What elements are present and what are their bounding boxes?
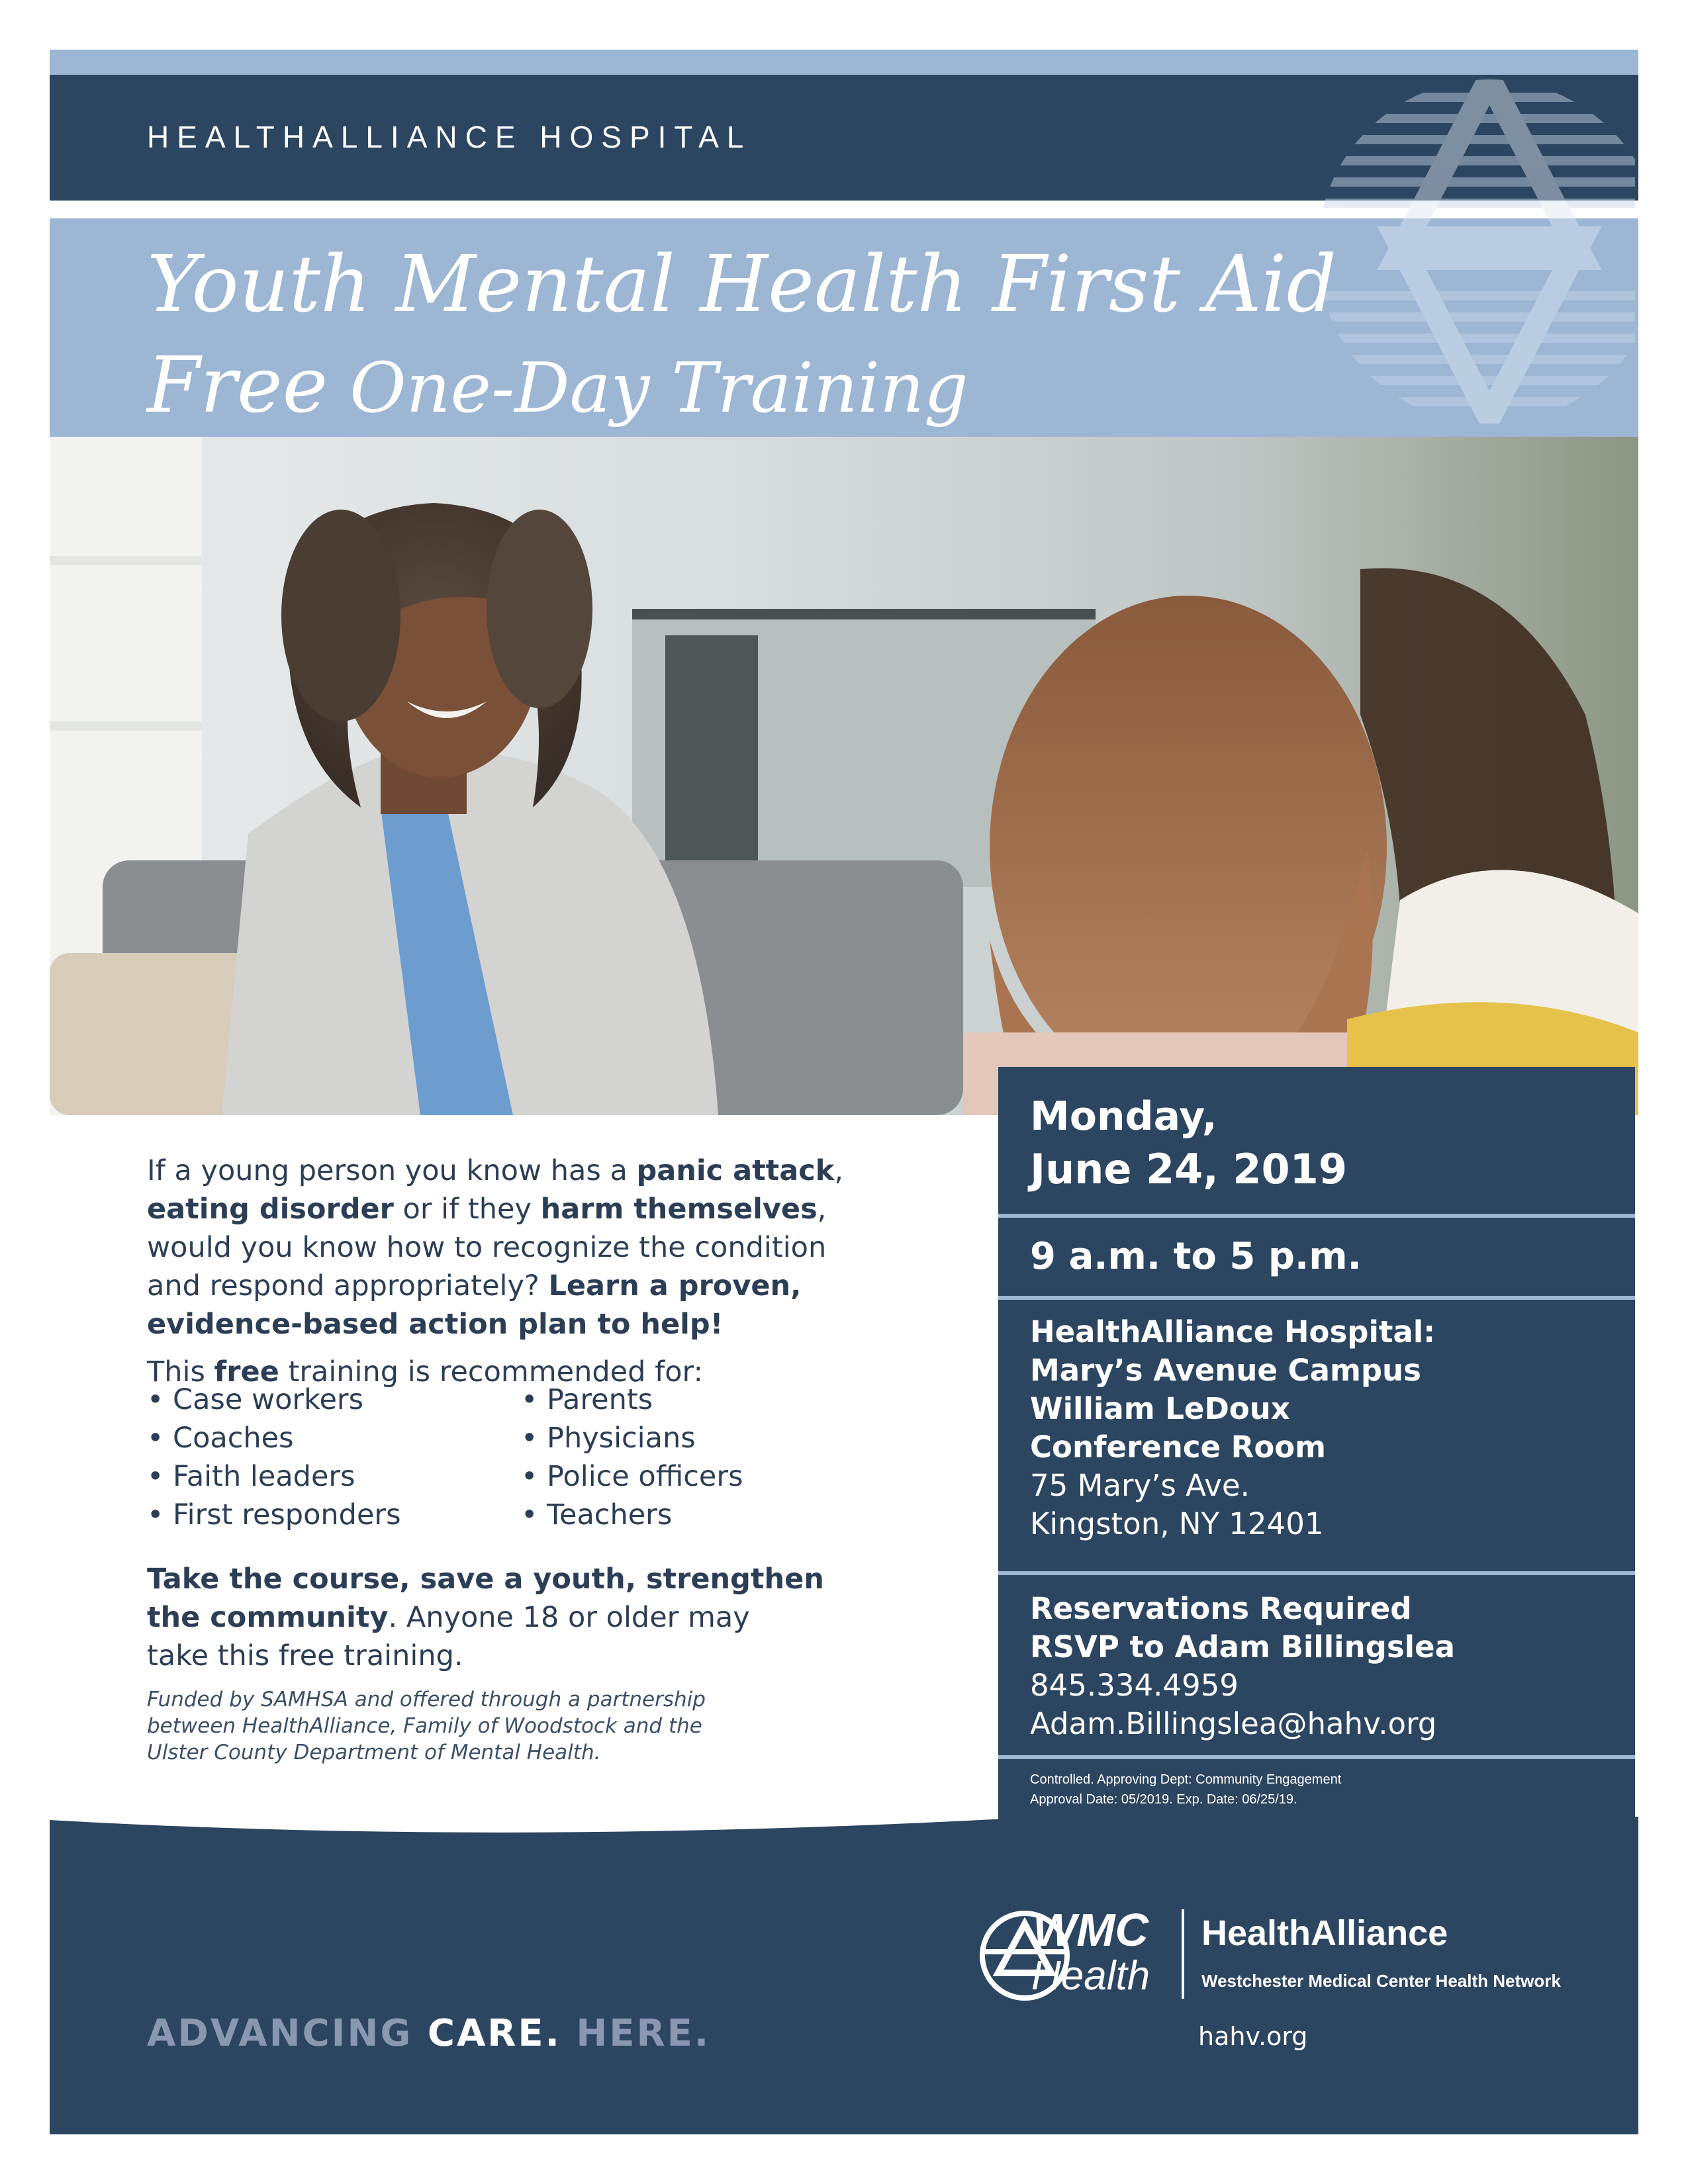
event-day: Monday,: [1030, 1093, 1217, 1140]
website-url[interactable]: hahv.org: [1198, 2022, 1308, 2051]
intro-paragraph: [147, 1152, 915, 1391]
org-name: HEALTHALLIANCE HOSPITAL: [147, 120, 752, 154]
list-item: • Parents: [521, 1381, 852, 1419]
healthalliance-logo-text: HealthAlliance: [1201, 1913, 1448, 1953]
intro-bold: panic attack: [636, 1154, 835, 1187]
slogan-part: CARE.: [427, 2012, 561, 2055]
funding-line: between HealthAlliance, Family of Woodstock and the: [147, 1714, 702, 1738]
email-address: Adam.Billingslea@hahv.org: [1030, 1706, 1437, 1741]
slogan: [147, 2012, 710, 2055]
star-watermark-icon: [1291, 73, 1635, 430]
event-location: [1030, 1313, 1435, 1543]
closing-bold: the community: [147, 1601, 389, 1634]
divider: [998, 1571, 1635, 1575]
wmc-logo-text: WMC: [1033, 1904, 1149, 1956]
closing-text: . Anyone 18 or older may: [388, 1601, 750, 1634]
intro-text: and respond appropriately?: [147, 1269, 549, 1302]
footer-background: [50, 1800, 1638, 2134]
list-item: • Physicians: [521, 1419, 852, 1457]
list-item: • Teachers: [521, 1496, 852, 1534]
intro-text: This: [147, 1355, 214, 1388]
audience-list: [147, 1381, 809, 1534]
control-note: [1030, 1770, 1341, 1809]
list-item: • First responders: [147, 1496, 521, 1534]
rsvp-info: [1030, 1590, 1455, 1743]
list-item: • Faith leaders: [147, 1457, 521, 1496]
intro-text: training is recommended for:: [279, 1355, 703, 1388]
funding-line: Ulster County Department of Mental Health.: [147, 1741, 601, 1764]
title-one-day: One-Day Training: [328, 347, 968, 428]
intro-bold: free: [214, 1355, 279, 1388]
intro-bold: eating disorder: [147, 1193, 394, 1226]
slogan-part: ADVANCING: [147, 2012, 428, 2055]
wmc-health-text: Health: [1031, 1953, 1150, 1999]
intro-text: If a young person you know has a: [147, 1154, 637, 1187]
control-line: Controlled. Approving Dept: Community Engagement: [1030, 1772, 1342, 1787]
list-item: • Case workers: [147, 1381, 521, 1419]
rsvp-line: RSVP to Adam Billingslea: [1030, 1629, 1455, 1664]
address-line: 75 Mary’s Ave.: [1030, 1468, 1250, 1503]
logo-divider: [1182, 1909, 1184, 1999]
location-line: HealthAlliance Hospital:: [1030, 1314, 1436, 1349]
title-free: Free: [147, 341, 328, 430]
network-tagline: Westchester Medical Center Health Network: [1201, 1971, 1561, 1991]
intro-bold: Learn a proven,: [548, 1269, 802, 1302]
slogan-part: HERE.: [561, 2012, 711, 2055]
intro-text: ,: [834, 1154, 843, 1187]
rsvp-line: Reservations Required: [1030, 1591, 1412, 1626]
event-time: 9 a.m. to 5 p.m.: [1030, 1235, 1362, 1278]
location-line: William LeDoux: [1030, 1391, 1290, 1426]
intro-text: would you know how to recognize the condition: [147, 1231, 827, 1264]
hero-photo: [50, 437, 1638, 1115]
list-item: • Police officers: [521, 1457, 852, 1496]
phone-number: 845.334.4959: [1030, 1668, 1239, 1703]
divider: [998, 1296, 1635, 1300]
funding-line: Funded by SAMHSA and offered through a partnership: [147, 1688, 706, 1711]
event-details-panel: [998, 1067, 1635, 1824]
intro-bold: evidence-based action plan to help!: [147, 1308, 724, 1341]
event-date: June 24, 2019: [1030, 1145, 1347, 1193]
divider: [998, 1755, 1635, 1759]
address-line: Kingston, NY 12401: [1030, 1506, 1324, 1541]
funding-note: [147, 1686, 829, 1766]
top-accent-band: [50, 50, 1638, 75]
closing-text: take this free training.: [147, 1639, 463, 1672]
intro-text: ,: [817, 1193, 827, 1226]
title-line-2: [147, 341, 968, 430]
location-line: Conference Room: [1030, 1430, 1327, 1465]
intro-bold: harm themselves: [540, 1193, 818, 1226]
list-item: • Coaches: [147, 1419, 521, 1457]
title-line-1: Youth Mental Health First Aid: [147, 238, 1337, 330]
closing-bold: Take the course, save a youth, strengthen: [147, 1563, 824, 1596]
closing-paragraph: [147, 1560, 915, 1675]
control-line: Approval Date: 05/2019. Exp. Date: 06/25/19.: [1030, 1792, 1297, 1807]
location-line: Mary’s Avenue Campus: [1030, 1353, 1421, 1388]
divider: [998, 1214, 1635, 1218]
intro-text: or if they: [393, 1193, 541, 1226]
